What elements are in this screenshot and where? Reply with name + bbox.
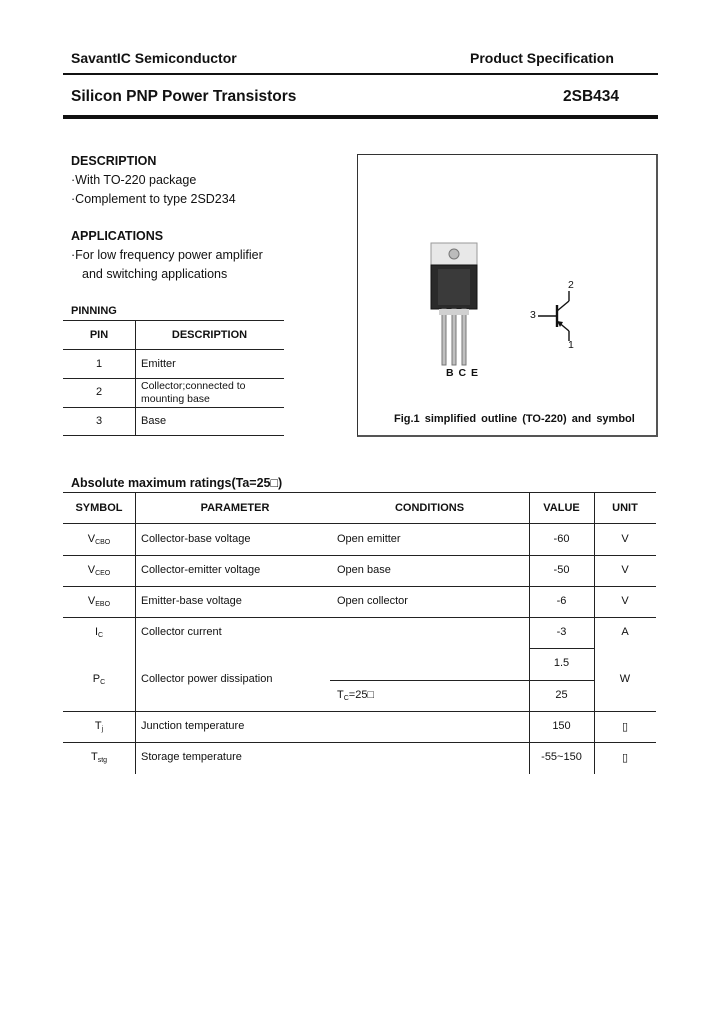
rating-parameter: Junction temperature [141,720,245,732]
pinning-header-pin: PIN [89,329,109,341]
rating-parameter: Collector power dissipation [141,673,273,685]
rating-symbol: $V_{CBO}$ [87,533,111,546]
rating-unit: ▯ [621,721,629,733]
figure-box [357,154,658,437]
symbol-label-collector: 2 [568,279,574,291]
rating-value: 25 [555,689,568,701]
rating-symbol: $T_{stg}$ [90,751,108,764]
rating-value: 1.5 [553,657,570,669]
header-rule-thin [63,73,658,75]
symbol-label-base: 3 [530,309,536,321]
pin-number: 1 [95,358,103,370]
rating-unit: A [621,626,629,638]
pin-number: 3 [95,415,103,427]
rating-unit: ▯ [621,752,629,764]
rating-unit: V [621,595,629,607]
ratings-header-parameter: PARAMETER [200,502,270,514]
rating-unit: W [619,673,631,685]
description-heading: DESCRIPTION [71,154,157,168]
product-line: Silicon PNP Power Transistors [71,88,297,105]
pinning-header-description: DESCRIPTION [171,329,248,341]
rating-value: -6 [556,595,567,607]
description-item: ·Complement to type 2SD234 [71,192,236,206]
pin-description: mounting base [141,393,210,405]
part-number: 2SB434 [563,88,620,105]
rating-value: -3 [556,626,567,638]
rating-parameter: Storage temperature [141,751,242,763]
rating-condition: $T_C=25□$ [337,689,375,702]
ratings-header-conditions: CONDITIONS [394,502,465,514]
document-type: Product Specification [470,50,614,66]
pin-number: 2 [95,386,103,398]
symbol-label-emitter: 1 [568,339,574,351]
header-rule-thick [63,115,658,119]
ratings-heading: Absolute maximum ratings(Ta=25□) [71,476,283,490]
rating-unit: V [621,533,629,545]
rating-symbol: $V_{CEO}$ [87,564,111,577]
rating-value: -55~150 [541,751,582,763]
ratings-header-symbol: SYMBOL [75,502,123,514]
rating-condition: Open emitter [337,533,401,545]
rating-value: -60 [553,533,570,545]
rating-symbol: $I_C$ [94,626,104,639]
rating-parameter: Emitter-base voltage [141,595,242,607]
rating-symbol: $P_C$ [92,673,106,686]
figure-caption: Fig.1 simplified outline (TO-220) and symbol [394,413,635,425]
applications-line: and switching applications [82,267,228,281]
rating-condition: Open base [337,564,391,576]
rating-symbol: $T_j$ [94,720,104,733]
pin-description: Collector;connected to [141,380,246,392]
pin-description: Base [141,415,167,427]
rating-parameter: Collector-emitter voltage [141,564,261,576]
description-item: ·With TO-220 package [71,173,197,187]
rating-unit: V [621,564,629,576]
pin-description: Emitter [141,358,176,370]
company-name: SavantIC Semiconductor [71,50,237,66]
ratings-header-unit: UNIT [612,502,638,514]
pnp-transistor-symbol [358,155,656,435]
applications-line: ·For low frequency power amplifier [71,248,263,262]
rating-parameter: Collector-base voltage [141,533,251,545]
rating-parameter: Collector current [141,626,222,638]
rating-value: 150 [552,720,571,732]
package-pin-labels: B C E [446,367,480,379]
ratings-header-value: VALUE [543,502,580,514]
pinning-heading: PINNING [71,305,117,317]
rating-value: -50 [553,564,570,576]
rating-condition: Open collector [337,595,408,607]
rating-symbol: $V_{EBO}$ [87,595,111,608]
applications-heading: APPLICATIONS [71,229,164,243]
